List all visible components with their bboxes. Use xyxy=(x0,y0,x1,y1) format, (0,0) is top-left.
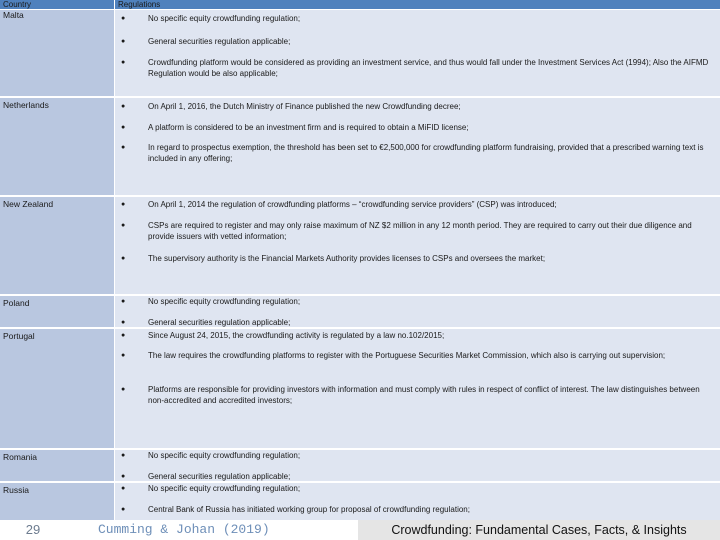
bullet-icon: ● xyxy=(121,15,126,22)
bullet-icon: ● xyxy=(121,124,126,131)
country-cell: Poland xyxy=(0,296,114,327)
regulations-cell xyxy=(115,483,720,520)
bullet-icon: ● xyxy=(121,352,126,359)
header-country: Country xyxy=(0,0,114,9)
bullet-icon: ● xyxy=(121,506,126,513)
country-cell: Netherlands xyxy=(0,98,114,195)
table-row-portugal xyxy=(0,329,720,450)
list-item: ● No specific equity crowdfunding regulation; xyxy=(121,484,301,493)
table-row-russia xyxy=(0,483,720,520)
bullet-icon: ● xyxy=(121,386,126,393)
regulations-cell xyxy=(115,10,720,96)
list-item: ● Platforms are responsible for providing investors with information and must comply with rules in respect of conflict of interest. The law distinguishes between non-accredited and accredited investors; xyxy=(121,385,700,405)
list-item: ● A platform is considered to be an investment firm and is required to obtain a MiFID license; xyxy=(121,123,469,132)
regulations-cell xyxy=(115,329,720,448)
bullet-icon: ● xyxy=(121,319,126,326)
regulations-cell xyxy=(115,98,720,195)
country-cell: Malta xyxy=(0,10,114,96)
regulations-cell xyxy=(115,197,720,294)
bullet-icon: ● xyxy=(121,59,126,66)
bullet-icon: ● xyxy=(121,222,126,229)
list-item: ● Central Bank of Russia has initiated working group for proposal of crowdfunding regulation; xyxy=(121,505,470,514)
list-item: ● General securities regulation applicable; xyxy=(121,472,291,481)
country-cell: Russia xyxy=(0,483,114,520)
table-row-romania xyxy=(0,450,720,483)
list-item: ● No specific equity crowdfunding regulation; xyxy=(121,297,301,306)
list-item: ● General securities regulation applicable; xyxy=(121,37,291,46)
bullet-icon: ● xyxy=(121,298,126,305)
bullet-icon: ● xyxy=(121,201,126,208)
bullet-icon: ● xyxy=(121,332,126,339)
list-item: ● On April 1, 2016, the Dutch Ministry of Finance published the new Crowdfunding decree; xyxy=(121,102,461,111)
bullet-icon: ● xyxy=(121,144,126,151)
page-number: 29 xyxy=(25,522,41,537)
bullet-icon: ● xyxy=(121,452,126,459)
footer-authors: Cumming & Johan (2019) xyxy=(98,522,270,537)
table-row-new-zealand xyxy=(0,197,720,296)
list-item: ● No specific equity crowdfunding regulation; xyxy=(121,14,301,23)
regulations-cell xyxy=(115,296,720,327)
header-regulations: Regulations xyxy=(115,0,720,9)
bullet-icon: ● xyxy=(121,485,126,492)
list-item: ● The law requires the crowdfunding platforms to register with the Portuguese Securities Market Commission, which also is carrying out supervision; xyxy=(121,351,666,360)
table-row-netherlands xyxy=(0,98,720,197)
country-cell: Portugal xyxy=(0,329,114,448)
list-item: ● No specific equity crowdfunding regulation; xyxy=(121,451,301,460)
list-item: ● Crowdfunding platform would be considered as providing an investment service, and thus would fall under the Investment Services Act (1994); Also the AIFMD Regulation would be also applicable; xyxy=(121,58,709,78)
footer-book-title: Crowdfunding: Fundamental Cases, Facts, & Insights xyxy=(358,520,720,540)
table-row-poland xyxy=(0,296,720,329)
table-row-malta xyxy=(0,10,720,98)
list-item: ● In regard to prospectus exemption, the threshold has been set to €2,500,000 for crowdfunding platform fundraising, provided that a prescribed warning text is included in any offering; xyxy=(121,143,704,163)
regulations-cell xyxy=(115,450,720,481)
list-item: ● CSPs are required to register and may only raise maximum of NZ $2 million in any 12 month period. They are required to carry out their due diligence and provide issuers with vetted information; xyxy=(121,221,692,241)
country-cell: New Zealand xyxy=(0,197,114,294)
list-item: ● On April 1, 2014 the regulation of crowdfunding platforms – “crowdfunding service providers” (CSP) was introduced; xyxy=(121,200,557,209)
bullet-icon: ● xyxy=(121,38,126,45)
list-item: ● The supervisory authority is the Financial Markets Authority provides licenses to CSPs and oversees the market; xyxy=(121,254,546,263)
list-item: ● Since August 24, 2015, the crowdfunding activity is regulated by a law no.102/2015; xyxy=(121,331,445,340)
list-item: ● General securities regulation applicable; xyxy=(121,318,291,327)
bullet-icon: ● xyxy=(121,103,126,110)
bullet-icon: ● xyxy=(121,473,126,480)
bullet-icon: ● xyxy=(121,255,126,262)
country-cell: Romania xyxy=(0,450,114,481)
